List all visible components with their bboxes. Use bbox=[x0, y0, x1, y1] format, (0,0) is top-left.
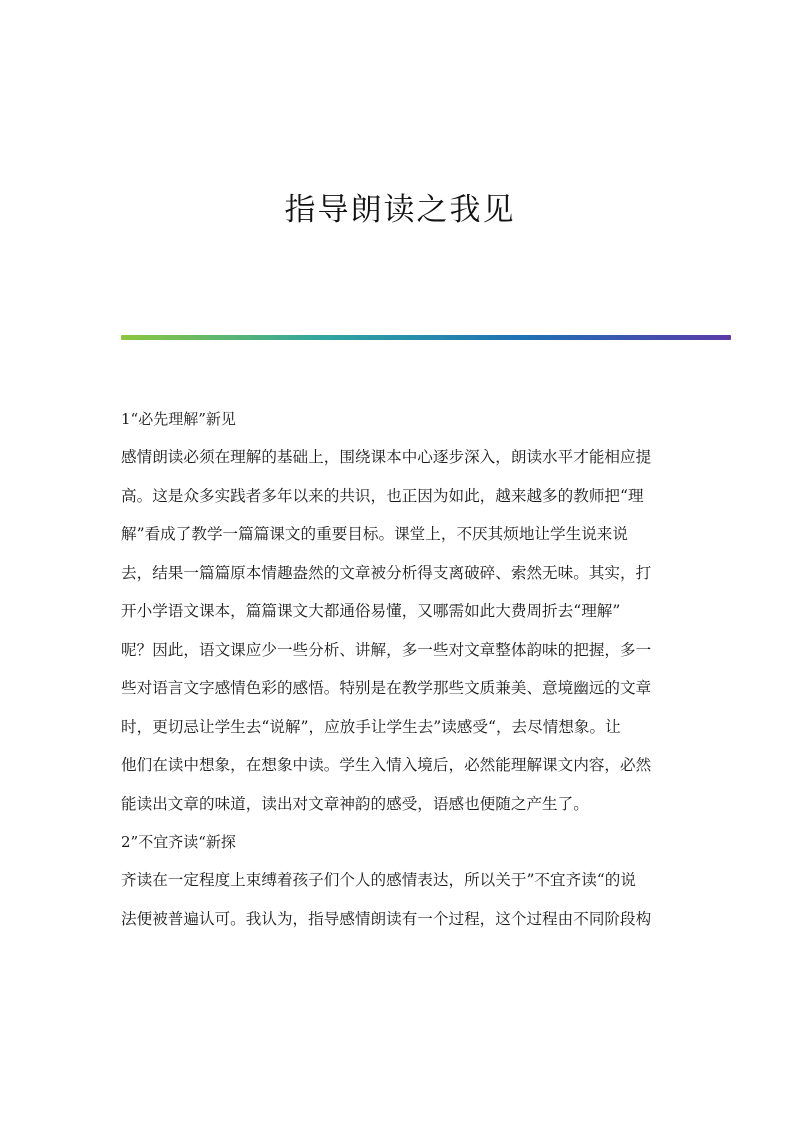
paragraph-line: 去，结果一篇篇原本情趣盎然的文章被分析得支离破碎、索然无味。其实，打 bbox=[121, 563, 652, 582]
paragraph-line: 些对语言文字感情色彩的感悟。特别是在教学那些文质兼美、意境幽远的文章 bbox=[121, 679, 652, 697]
document-body bbox=[121, 400, 681, 938]
paragraph-line: 解”看成了教学一篇篇课文的重要目标。课堂上，不厌其烦地让学生说来说 bbox=[121, 525, 628, 543]
paragraph-line: 他们在读中想象，在想象中读。学生入情入境后，必然能理解课文内容，必然 bbox=[121, 756, 652, 774]
paragraph-line: 呢？因此，语文课应少一些分析、讲解，多一些对文章整体韵味的把握，多一 bbox=[121, 640, 652, 659]
section-heading: 1“必先理解”新见 bbox=[121, 410, 236, 428]
section bbox=[121, 400, 681, 823]
section bbox=[121, 823, 681, 938]
title-divider bbox=[121, 335, 731, 340]
paragraph-line: 开小学语文课本，篇篇课文大都通俗易懂，又哪需如此大费周折去“理解” bbox=[121, 602, 621, 620]
paragraph-line: 感情朗读必须在理解的基础上，围绕课本中心逐步深入，朗读水平才能相应提 bbox=[121, 448, 652, 466]
paragraph-line: 高。这是众多实践者多年以来的共识，也正因为如此，越来越多的教师把“理 bbox=[121, 486, 644, 505]
paragraph bbox=[121, 438, 681, 823]
paragraph-line: 法便被普遍认可。我认为，指导感情朗读有一个过程，这个过程由不同阶段构 bbox=[121, 909, 652, 928]
paragraph-line: 齐读在一定程度上束缚着孩子们个人的感情表达，所以关于”不宜齐读“的说 bbox=[121, 871, 636, 889]
paragraph-line: 时，更切忌让学生去“说解”，应放手让学生去”读感受“，去尽情想象。让 bbox=[121, 717, 621, 736]
section-heading: 2”不宜齐读“新探 bbox=[121, 833, 236, 851]
document-title: 指导朗读之我见 bbox=[284, 192, 516, 228]
paragraph bbox=[121, 861, 681, 938]
paragraph-line: 能读出文章的味道，读出对文章神韵的感受，语感也便随之产生了。 bbox=[121, 794, 589, 813]
